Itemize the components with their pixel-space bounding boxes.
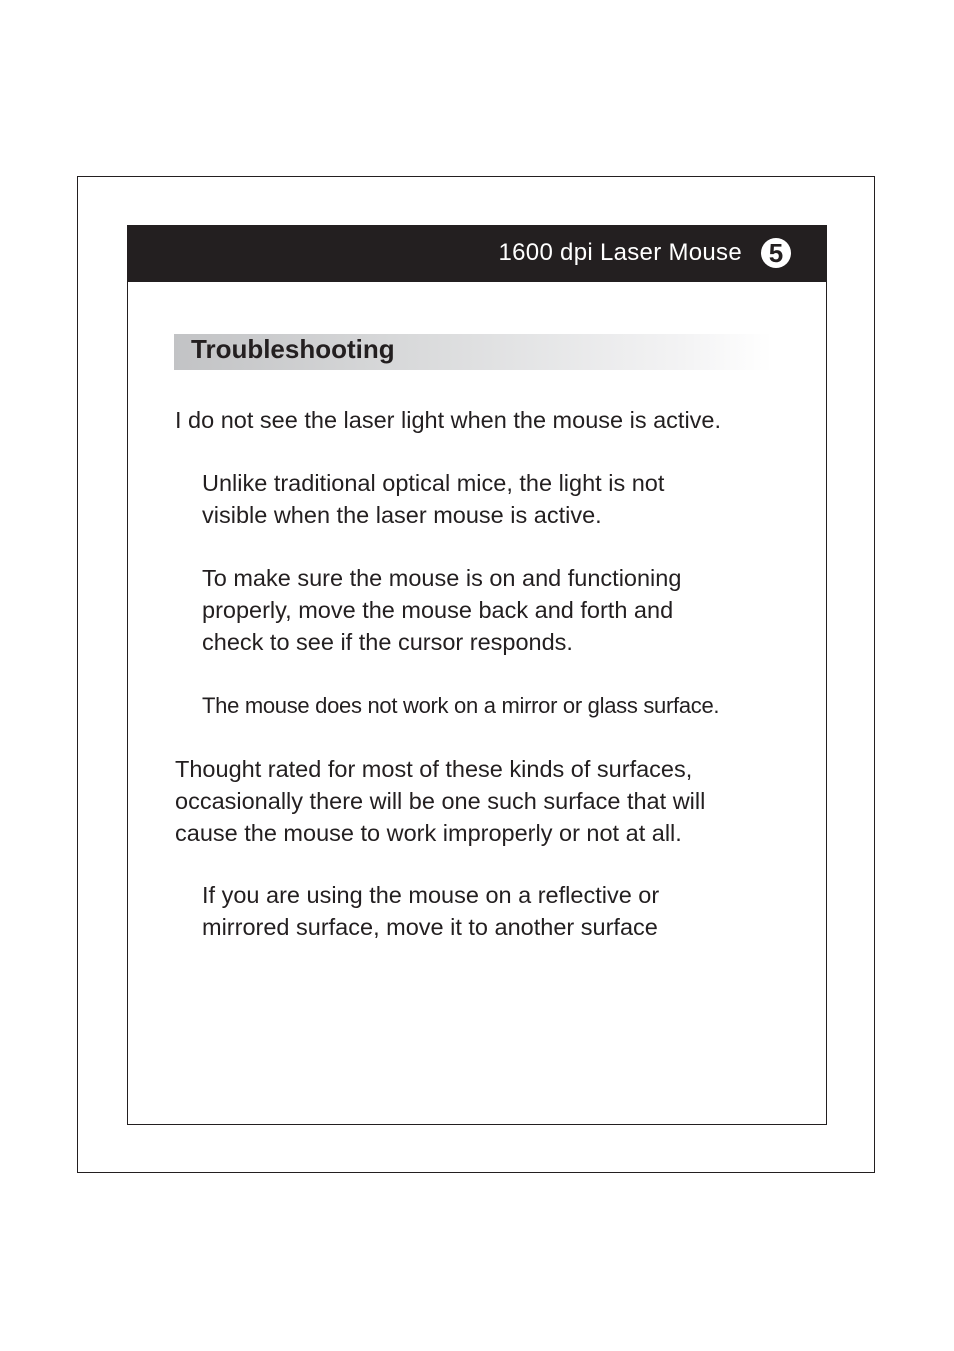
text-line: properly, move the mouse back and forth and	[202, 597, 674, 623]
text-line: visible when the laser mouse is active.	[202, 502, 602, 528]
text-line: Thought rated for most of these kinds of surfaces,	[175, 756, 693, 782]
text-line: If you are using the mouse on a reflective or	[202, 882, 660, 908]
question-mirror-surface: The mouse does not work on a mirror or glass surface.	[202, 693, 720, 718]
section-heading-band	[174, 334, 772, 370]
text-line: Unlike traditional optical mice, the light is not	[202, 470, 665, 496]
page-header-bar	[127, 225, 827, 282]
text-line: occasionally there will be one such surface that will	[175, 788, 706, 814]
manual-title: 1600 dpi Laser Mouse	[498, 239, 742, 266]
answer-laser-not-visible	[202, 467, 664, 531]
answer-check-cursor	[202, 562, 681, 658]
answer-move-surface	[202, 879, 659, 943]
text-line: check to see if the cursor responds.	[202, 629, 573, 655]
text-line: mirrored surface, move it to another surface	[202, 914, 658, 940]
section-title: Troubleshooting	[191, 334, 395, 364]
text-line: To make sure the mouse is on and functioning	[202, 565, 682, 591]
page-number-badge: 5	[761, 238, 791, 268]
question-laser-light: I do not see the laser light when the mouse is active.	[175, 407, 722, 433]
surface-explanation	[175, 753, 705, 849]
text-line: cause the mouse to work improperly or not at all.	[175, 820, 682, 846]
